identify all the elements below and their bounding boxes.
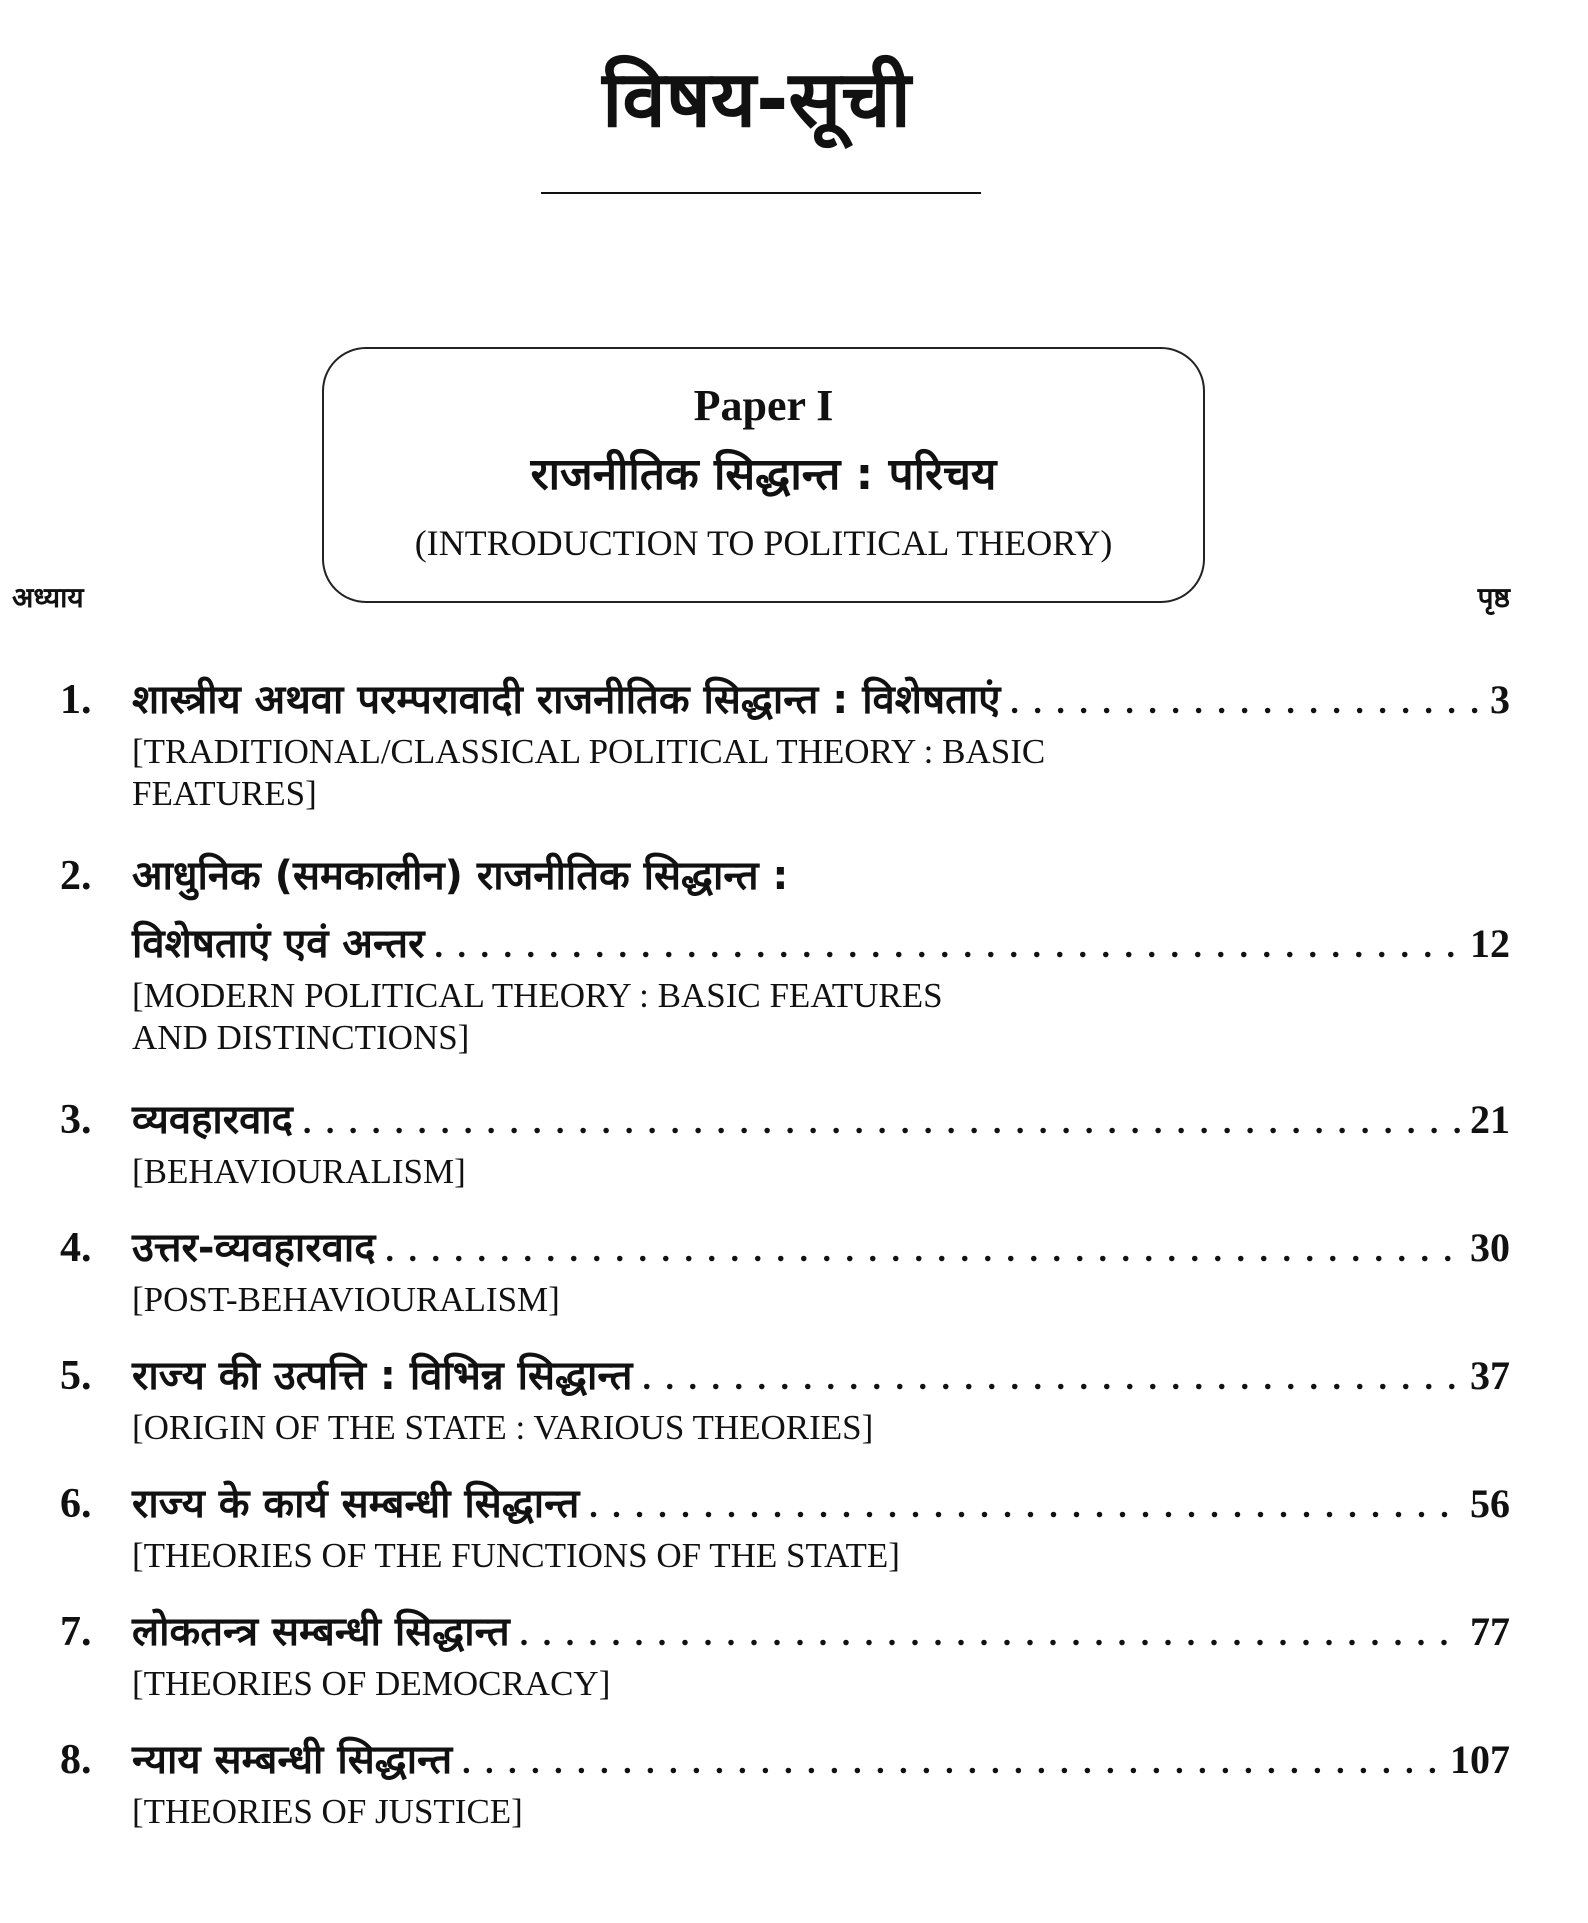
dot-leader xyxy=(385,1223,1462,1279)
entry-number: 3. xyxy=(60,1097,92,1143)
entry-title-hindi-line-1: आधुनिक (समकालीन) राजनीतिक सिद्धान्त : xyxy=(132,853,789,899)
paper-title-english: (INTRODUCTION TO POLITICAL THEORY) xyxy=(414,523,1113,563)
entry-title-english: [THEORIES OF JUSTICE] xyxy=(132,1792,523,1831)
entry-title-hindi: राज्य की उत्पत्ति : विभिन्न सिद्धान्त xyxy=(132,1353,633,1399)
entry-title-hindi: व्यवहारवाद xyxy=(132,1097,293,1143)
entry-title-hindi: लोकतन्त्र सम्बन्धी सिद्धान्त xyxy=(132,1609,510,1655)
entry-title-english-line-1: [TRADITIONAL/CLASSICAL POLITICAL THEORY : BASIC xyxy=(132,732,1046,771)
dot-leader xyxy=(462,1735,1442,1791)
paper-label: Paper I xyxy=(693,381,834,430)
dot-leader xyxy=(1010,675,1482,731)
entry-number: 5. xyxy=(60,1353,92,1399)
entry-page-number: 3 xyxy=(1490,677,1510,722)
entry-number: 7. xyxy=(60,1609,92,1655)
page-column-header: पृष्ठ xyxy=(1477,581,1510,614)
entry-title-english: [ORIGIN OF THE STATE : VARIOUS THEORIES] xyxy=(132,1408,874,1447)
entry-page-number: 107 xyxy=(1450,1737,1510,1782)
chapter-column-header: अध्याय xyxy=(12,581,84,614)
entry-number: 2. xyxy=(60,853,92,899)
entry-page-number: 37 xyxy=(1470,1353,1510,1398)
entry-title-english: [THEORIES OF THE FUNCTIONS OF THE STATE] xyxy=(132,1536,900,1575)
page-title: विषय-सूची xyxy=(602,55,911,145)
entry-number: 4. xyxy=(60,1225,92,1271)
entry-number: 6. xyxy=(60,1481,92,1527)
entry-title-hindi: न्याय सम्बन्धी सिद्धान्त xyxy=(132,1737,453,1783)
entry-title-hindi: उत्तर-व्यवहारवाद xyxy=(132,1225,376,1271)
paper-title-hindi: राजनीतिक सिद्धान्त : परिचय xyxy=(530,449,997,500)
entry-page-number: 77 xyxy=(1470,1609,1510,1654)
entry-title-english-line-2: AND DISTINCTIONS] xyxy=(132,1018,470,1057)
entry-title-hindi: शास्त्रीय अथवा परम्परावादी राजनीतिक सिद्धान्त : विशेषताएं xyxy=(132,677,1001,723)
entry-title-hindi-line-2: विशेषताएं एवं अन्तर xyxy=(132,921,425,967)
dot-leader xyxy=(520,1607,1462,1663)
entry-title-hindi: राज्य के कार्य सम्बन्धी सिद्धान्त xyxy=(132,1481,580,1527)
entry-title-english-line-2: FEATURES] xyxy=(132,774,317,813)
entry-number: 1. xyxy=(60,677,92,723)
entry-title-english: [POST-BEHAVIOURALISM] xyxy=(132,1280,560,1319)
entry-page-number: 30 xyxy=(1470,1225,1510,1270)
dot-leader xyxy=(303,1095,1462,1151)
entry-title-english-line-1: [MODERN POLITICAL THEORY : BASIC FEATURES xyxy=(132,976,943,1015)
dot-leader xyxy=(589,1479,1462,1535)
dot-leader xyxy=(642,1351,1462,1407)
entry-title-english: [BEHAVIOURALISM] xyxy=(132,1152,466,1191)
entry-title-english: [THEORIES OF DEMOCRACY] xyxy=(132,1664,611,1703)
dot-leader xyxy=(434,919,1462,975)
entry-page-number: 12 xyxy=(1470,921,1510,966)
entry-number: 8. xyxy=(60,1737,92,1783)
entry-page-number: 21 xyxy=(1470,1097,1510,1142)
entry-page-number: 56 xyxy=(1470,1481,1510,1526)
